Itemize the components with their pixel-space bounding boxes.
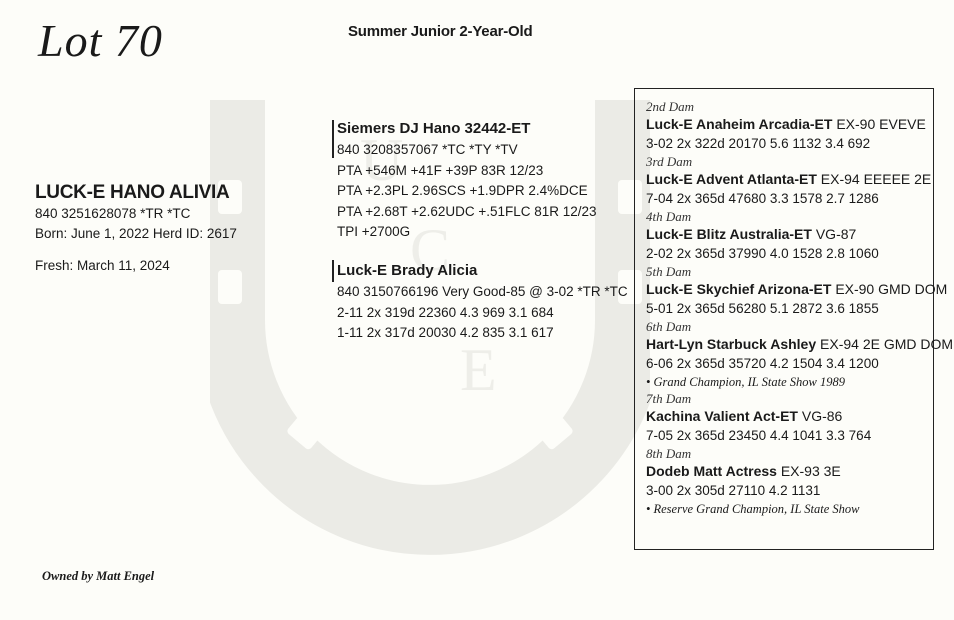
dam-entry-name: Dodeb Matt Actress EX-93 3E: [646, 463, 841, 479]
maternal-family-box: [634, 88, 954, 550]
show-award-note: • Reserve Grand Champion, IL State Show: [646, 502, 860, 516]
svg-text:C: C: [410, 217, 451, 283]
dam-entry-name: Luck-E Blitz Australia-ET VG-87: [646, 226, 857, 242]
sire-info: [337, 118, 597, 243]
dam-entry-name: Luck-E Skychief Arizona-ET EX-90 GMD DOM: [646, 281, 948, 297]
dam-line: 1-11 2x 317d 20030 4.2 835 3.1 617: [337, 325, 554, 340]
generation-label: 8th Dam: [646, 446, 692, 461]
sire-name: Siemers DJ Hano 32442-ET: [337, 120, 531, 137]
sire-line: PTA +546M +41F +39P 83R 12/23: [337, 162, 544, 178]
dam-entry-record: 3-00 2x 305d 27110 4.2 1131: [646, 483, 821, 498]
family-entry: [646, 264, 948, 319]
sire-line: PTA +2.3PL 2.96SCS +1.9DPR 2.4%DCE: [337, 183, 588, 198]
generation-label: 4th Dam: [646, 209, 692, 224]
generation-label: 2nd Dam: [646, 99, 695, 114]
animal-fresh: Fresh: March 11, 2024: [35, 258, 170, 273]
animal-name: LUCK-E HANO ALIVIA: [35, 182, 230, 203]
dam-entry-name: Hart-Lyn Starbuck Ashley EX-94 2E GMD DOM: [646, 336, 954, 352]
generation-label: 7th Dam: [646, 391, 692, 406]
animal-born: Born: June 1, 2022 Herd ID: 2617: [35, 226, 237, 241]
dam-entry-name: Kachina Valient Act-ET VG-86: [646, 408, 843, 424]
dam-info: [337, 260, 628, 344]
sire-line: PTA +2.68T +2.62UDC +.51FLC 81R 12/23: [337, 203, 597, 219]
sire-line: TPI +2700G: [337, 224, 411, 239]
show-award-note: • Grand Champion, IL State Show 1989: [646, 375, 845, 389]
family-entry: [646, 99, 933, 154]
dam-entry-record: 3-02 2x 322d 20170 5.6 1132 3.4 692: [646, 136, 871, 151]
class-title: Summer Junior 2-Year-Old: [348, 23, 533, 40]
animal-id: 840 3251628078 *TR *TC: [35, 206, 191, 221]
svg-text:E: E: [460, 337, 497, 403]
dam-line: 840 3150766196 Very Good-85 @ 3-02 *TR *TC: [337, 284, 628, 299]
dam-entry-record: 7-05 2x 365d 23450 4.4 1041 3.3 764: [646, 428, 872, 443]
dam-name: Luck-E Brady Alicia: [337, 262, 478, 279]
generation-label: 6th Dam: [646, 319, 692, 334]
dam-line: 2-11 2x 319d 22360 4.3 969 3.1 684: [337, 304, 554, 320]
sire-line: 840 3208357067 *TC *TY *TV: [337, 142, 518, 157]
dam-entry-record: 5-01 2x 365d 56280 5.1 2872 3.6 1855: [646, 301, 879, 316]
dam-entry-record: 2-02 2x 365d 37990 4.0 1528 2.8 1060: [646, 246, 879, 261]
generation-label: 3rd Dam: [646, 154, 693, 169]
family-entry: [646, 446, 933, 518]
family-entry: [646, 209, 933, 264]
family-entry: [646, 319, 954, 391]
svg-text:U: U: [360, 127, 404, 193]
owner-line: Owned by Matt Engel: [42, 569, 155, 583]
generation-label: 5th Dam: [646, 264, 692, 279]
dam-entry-record: 6-06 2x 365d 35720 4.2 1504 3.4 1200: [646, 356, 879, 371]
family-entry: [646, 391, 933, 446]
dam-entry-name: Luck-E Anaheim Arcadia-ET EX-90 EVEVE: [646, 116, 926, 132]
family-entry: [646, 154, 933, 209]
dam-entry-record: 7-04 2x 365d 47680 3.3 1578 2.7 1286: [646, 191, 879, 206]
lot-number: Lot 70: [38, 15, 163, 66]
dam-entry-name: Luck-E Advent Atlanta-ET EX-94 EEEEE 2E: [646, 171, 932, 187]
animal-info: [35, 182, 237, 276]
